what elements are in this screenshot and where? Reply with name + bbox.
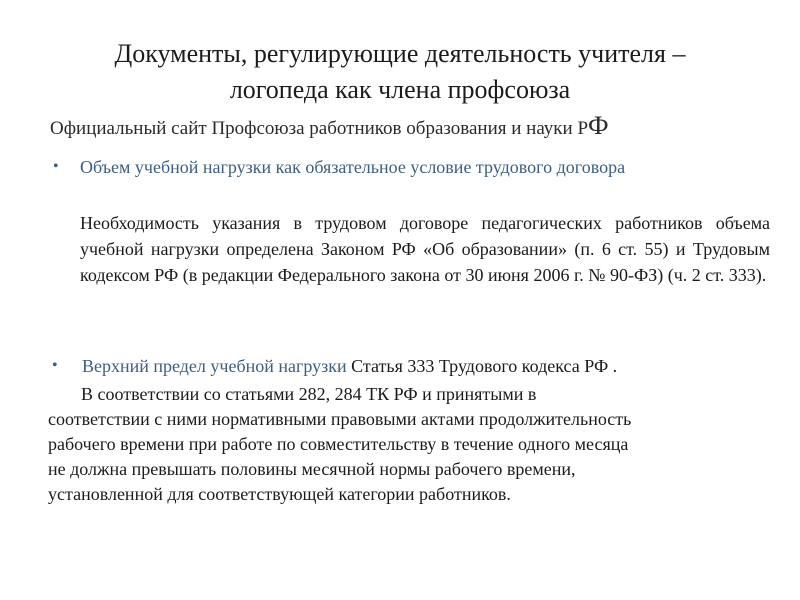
paragraph-line: В соответствии со статьями 282, 284 ТК РФ и принятыми в — [81, 384, 537, 404]
paragraph-line: не должна превышать половины месячной нормы рабочего времени, — [48, 459, 576, 479]
subtitle — [50, 112, 609, 143]
bullet-item-highlight: Верхний предел учебной нагрузки — [82, 356, 347, 376]
bullet-item-rest: Статья 333 Трудового кодекса РФ . — [346, 356, 618, 376]
title-line-1: Документы, регулирующие деятельность учителя – — [114, 39, 686, 68]
subtitle-tail: Ф — [588, 111, 609, 140]
paragraph-contract-requirement: Необходимость указания в трудовом договоре педагогических работников объема учебной нагрузки определена Законом РФ «Об образовании» (п. 6 ст. 55) и Трудовым кодексом РФ (в редакции Федерального закона от 30 июня 2006 г. № 90-ФЗ) (ч. 2 ст. 333). — [80, 213, 770, 285]
bullet-marker: • — [52, 357, 58, 374]
page-title — [0, 36, 800, 108]
bullet-item-text: Объем учебной нагрузки как обязательное условие трудового договора — [80, 157, 626, 177]
bullet-item-upper-limit — [52, 354, 772, 378]
paragraph-part-time-limit — [48, 382, 773, 507]
bullet-item-workload — [53, 155, 770, 179]
paragraph-line: установленной для соответствующей категории работников. — [48, 484, 511, 504]
bullet-marker: • — [53, 158, 59, 175]
paragraph-line: рабочего времени при работе по совместительству в течение одного месяца — [48, 434, 629, 454]
title-line-2: логопеда как члена профсоюза — [229, 75, 571, 104]
paragraph-line: соответствии с ними нормативными правовыми актами продолжительность — [48, 409, 632, 429]
subtitle-text: Официальный сайт Профсоюза работников образования и науки Р — [50, 118, 589, 139]
